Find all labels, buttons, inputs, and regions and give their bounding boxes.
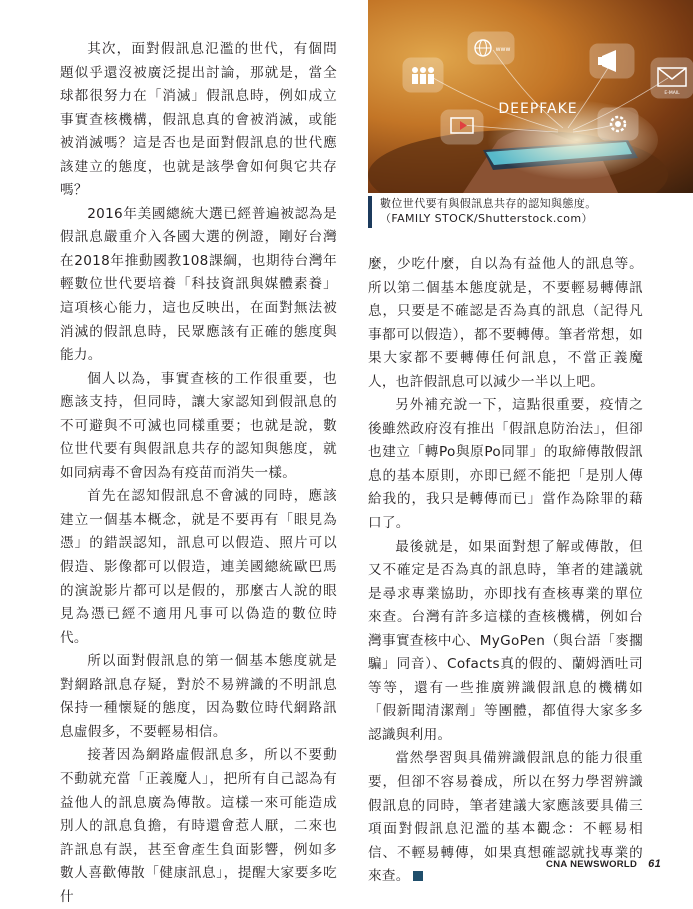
page-number: 61 [648,858,661,870]
deepfake-illustration [368,0,693,193]
paragraph-continued: 麼，少吃什麼，自以為有益他人的訊息等。所以第二個基本態度就是，不要輕易轉傳訊息，只要是不確認是否為真的訊息（記得凡事都可以假造），都不要轉傳。筆者常想，如果大家都不要轉傳任何訊息，不當正義魔人，也許假訊息可以減少一半以上吧。 [368,256,643,390]
photo-caption [368,196,658,228]
deepfake-overlay-text: DEEPFAKE [498,101,578,117]
paragraph: 接著因為網路虛假訊息多，所以不要動不動就充當「正義魔人」，把所有自己認為有益他人的訊息廣為傳散。這樣一來可能造成別人的訊息負擔，有時還會惹人厭，二來也許訊息有誤，甚至會產生負面影響，例如多數人喜歡傳散「健康訊息」，提醒大家要多吃什 [60,747,337,905]
settings-icon [598,108,638,140]
paragraph: 個人以為，事實查核的工作很重要，也應該支持，但同時，讓大家認知到假訊息的不可避與不可滅也同樣重要；也就是說，數位世代要有與假訊息共存的認知與態度，就如同病毒不會因為有疫苗而消失一樣。 [60,370,337,481]
svg-text:E-MAIL: E-MAIL [664,91,680,96]
email-icon [651,58,693,98]
paragraph-text: 當然學習與具備辨識假訊息的能力很重要，但卻不容易養成，所以在努力學習辨識假訊息的同時，筆者建議大家應該要具備三項面對假訊息氾濫的基本觀念：不輕易相信、不輕易轉傳，如果真想確認就找專業的來查。 [368,750,643,885]
end-mark-icon [413,871,423,881]
article-photo [368,0,693,193]
megaphone-icon [590,44,634,78]
left-column [60,38,337,909]
paragraph: 2016年美國總統大選已經普遍被認為是假訊息嚴重介入各國大選的例證，剛好台灣在2018年推動國教108課綱，也期待台灣年輕數位世代要培養「科技資訊與媒體素養」這項核心能力，這也反映出，在面對無法被消滅的假訊息時，民眾應該有正確的態度與能力。 [60,205,337,364]
paragraph: 最後就是，如果面對想了解或傳散，但又不確定是否為真的訊息時，筆者的建議就是尋求專業協助，亦即找有查核專業的單位來查。台灣有許多這樣的查核機構，例如台灣事實查核中心、MyGoPen（與台語「麥擱騙」同音）、Cofacts真的假的、蘭姆酒吐司等等，還有一些推廣辨識假訊息的機構如「假新聞清潔劑」等團體，都值得大家多多認識與利用。 [368,538,643,743]
paragraph: 所以面對假訊息的第一個基本態度就是對網路訊息存疑，對於不易辨識的不明訊息保持一種懷疑的態度，因為數位時代網路訊息虛假多，不要輕易相信。 [60,653,337,740]
paragraph: 首先在認知假訊息不會滅的同時，應該建立一個基本概念，就是不要再有「眼見為憑」的錯誤認知，訊息可以假造、照片可以假造、影像都可以假造，連美國總統歐巴馬的演說影片都可以是假的，那麼古人說的眼見為憑已經不適用凡事可以偽造的數位時代。 [60,488,337,646]
page-footer [546,858,661,870]
magazine-name: CNA NEWSWORLD [546,859,638,870]
paragraph: 另外補充說一下，這點很重要，疫情之後雖然政府沒有推出「假訊息防治法」，但卻也建立「轉Po與原Po同罪」的取締傳散假訊息的基本原則，亦即已經不能把「是別人傳給我的，我只是轉傳而已」當作為除罪的藉口了。 [368,397,643,532]
caption-line-2: （FAMILY STOCK/Shutterstock.com） [380,212,593,225]
video-icon [441,110,483,144]
svg-text:www: www [495,46,511,53]
people-icon [403,58,443,92]
paragraph: 其次，面對假訊息氾濫的世代，有個問題似乎還沒被廣泛提出討論，那就是，當全球都很努力在「消滅」假訊息時，例如成立事實查核機構，假訊息真的會被消滅，或能被消滅嗎？這是否也是面對假訊息的世代應該建立的態度，也就是該學會如何與它共存嗎？ [60,41,337,199]
globe-icon [468,32,514,64]
right-column [368,253,643,889]
caption-line-1: 數位世代要有與假訊息共存的認知與態度。 [380,197,597,210]
